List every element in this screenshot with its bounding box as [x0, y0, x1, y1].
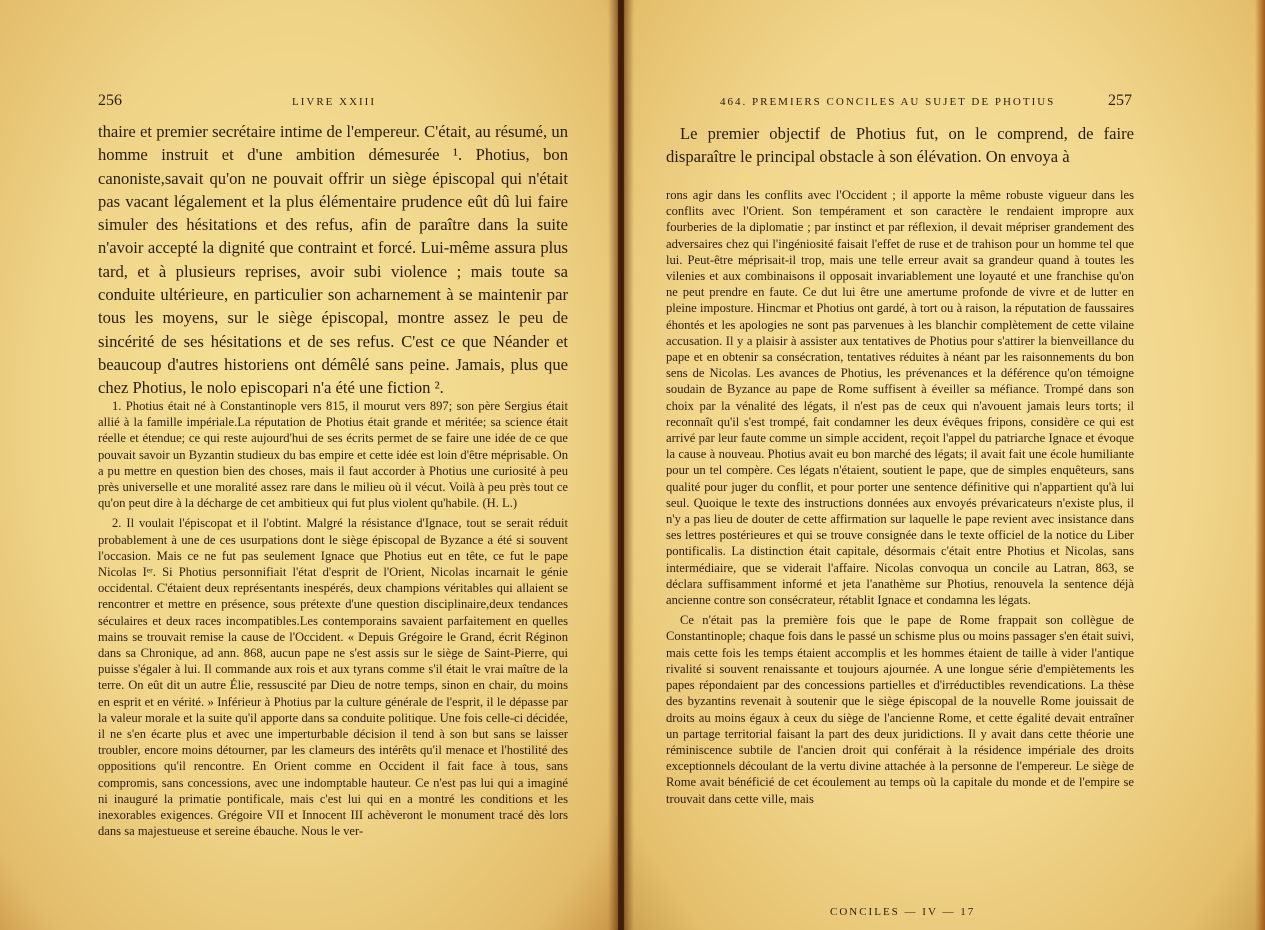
page-edge-shadow — [1255, 0, 1265, 930]
running-head-left: LIVRE XXIII — [292, 96, 377, 108]
main-text-right: Le premier objectif de Photius fut, on le comprend, de faire disparaître le principal obstacle à son élévation. On envoya à — [666, 124, 1134, 167]
footnotes-left — [98, 398, 568, 843]
left-page — [0, 0, 618, 930]
book-gutter — [608, 0, 634, 930]
footnote-paragraph-1: rons agir dans les conflits avec l'Occident ; il apporte la même robuste vigueur dans les conflits avec l'Orient. Son tempérament et son caractère le rendaient impropre aux fourberies de la diplomatie ; par instinct et par réflexion, il devait mépriser grandement des adversaires chez qui l'ingéniosité faisait l'effet de ruse et de trahison pour un homme tel que lui. Peut-être méprisait-il trop, mais une telle erreur avait sa grandeur quand à toutes les vilenies et aux combinaisons il opposait invariablement une loyauté et une franchise qu'on ne peut prendre en faute. Ce dut lui être une amertume profonde de vivre et de lutter en pleine imposture. Hincmar et Photius ont gardé, à tort ou à raison, la réputation de faussaires éhontés et les apologies ne sont pas parvenues à les blanchir complètement de cette vilaine accusation. Il y a plaisir à assister aux tentatives de Photius pour s'attirer la bienveillance du pape et en obtenir sa consécration, tentatives réduites à néant par les raisonnements du bon sens de Nicolas. Les avances de Photius, les prévenances et la déférence qu'on témoigne soudain de Byzance au pape de Rome suffisent à éveiller sa méfiance. Trompé dans son choix par la vénalité des légats, il n'est pas de ceux qui n'avouent jamais leurs torts; il reconnaît qu'il s'est trompé, fait condamner les deux évêques fripons, considère ce qui est arrivé par leur faute comme un simple accident, reçoit l'appel du patriarche Ignace et évoque la cause à nouveau. Photius avait eu bon marché des légats; il avait fait une école humiliante pour un tel compère. Ces légats n'étaient, soutient le pape, que de simples enquêteurs, sans qualité pour juger du conflit, et pour porter une sentence définitive qui n'appartient qu'à lui seul. Quoique le texte des instructions données aux envoyés prévaricateurs n'existe plus, il n'y a pas lieu de douter de cette affirmation sur laquelle le pape revient avec insistance dans ses lettres postérieures et qui se trouve consignée dans le texte officiel de la notice du Liber pontificalis. La distinction était capitale, désormais c'était entre Photius et Nicolas, sans intermédiaire, que se viderait l'affaire. Nicolas convoqua un concile au Latran, 863, se déclara suffisamment informé et jeta l'anathème sur Photius, renouvela la sentence déjà ancienne contre son consécrateur, rétablit Ignace et condamna les légats. — [666, 188, 1134, 608]
signature-mark: CONCILES — IV — 17 — [830, 906, 976, 918]
footnote-1: 1. Photius était né à Constantinople vers 815, il mourut vers 897; son père Sergius était allié à la famille impériale.La réputation de Photius était grande et méritée; sa science était réelle et étendue; ce qui reste aujourd'hui de ses écrits permet de se faire une idée de ce que pouvait savoir un Byzantin studieux du bas empire et cette idée est loin d'être méprisable. On a pu mettre en question bien des choses, mais il faut accorder à Photius une curiosité à peu près universelle et une moralité assez rare dans le milieu où il vécut. Voilà à peu près tout ce qu'on peut dire à la décharge de cet ambitieux qui fut plus violent qu'habile. (H. L.) — [98, 399, 568, 511]
right-page — [624, 0, 1265, 930]
page-number-right: 257 — [1108, 92, 1132, 109]
footnote-2: 2. Il voulait l'épiscopat et il l'obtint. Malgré la résistance d'Ignace, tout se serait réduit probablement à une de ces usurpations dont le siège épiscopal de Byzance a été si souvent l'occasion. Mais ce ne fut pas seulement Ignace que Photius eut en tête, ce fut le pape Nicolas Iᵉʳ. Si Photius personnifiait l'état d'esprit de l'Orient, Nicolas incarnait le génie occidental. C'étaient deux représentants inespérés, deux champions véritables qui allaient se rencontrer et mettre en présence, sous prétexte d'une question disciplinaire,deux tendances séculaires et deux races incompatibles.Les contemporains savaient parfaitement en quelles mains se trouvait remise la cause de l'Occident. « Depuis Grégoire le Grand, écrit Réginon dans sa Chronique, ad ann. 868, aucun pape ne s'est assis sur le siège de Saint-Pierre, qui puisse s'égaler à lui. Il commande aux rois et aux tyrans comme s'il était le vrai maître de la terre. On eût dit un autre Élie, ressuscité par Dieu de notre temps, sinon en chair, du moins en esprit et en vérité. » Inférieur à Photius par la culture générale de l'esprit, il le dépasse par la valeur morale et la suite qu'il apporte dans sa conduite politique. Une fois celle-ci décidée, il ne s'en écarte plus et avec une imperturbable décision il tend à son but sans se laisser troubler, encore moins détourner, par les clameurs des intérêts qu'il menace et l'hostilité des oppositions qu'il rencontre. En Orient comme en Occident il fait face à tous, sans compromis, sans concessions, avec une indomptable hauteur. Ce n'est pas lui qui a imaginé ni inauguré la primatie pontificale, mais c'est lui qui en a montré les conditions et les inexorables exigences. Grégoire VII et Innocent III achèveront le monument tracé dès lors dans sa majestueuse et sereine ébauche. Nous le ver- — [98, 516, 568, 839]
page-number-left: 256 — [98, 92, 122, 109]
footnote-paragraph-2: Ce n'était pas la première fois que le pape de Rome frappait son collègue de Constantinople; chaque fois dans le passé un schisme plus ou moins passager s'en était suivi, mais cette fois les temps étaient accomplis et les hommes étaient de taille à vider l'antique rivalité si souvent renaissante et toujours ajournée. A une longue série d'empiètements les papes répondaient par des concessions partielles et d'irréductibles revendications. La thèse des byzantins revenait à soutenir que le siège épiscopal de la nouvelle Rome jouissait de droits au moins égaux à ceux du siège de l'ancienne Rome, et cette égalité devait entraîner un partage territorial faisant la part des deux juridictions. Il y avait dans cette théorie une réminiscence subtile de l'ancien droit qui conférait à la résidence impériale des droits exceptionnels découlant de la vertu divine attachée à la personne de l'empereur. Le siège de Rome avait bénéficié de cet écoulement au temps où la capitale du monde et de l'empire se trouvait dans cette ville, mais — [666, 613, 1134, 806]
footnote-continuation-right — [666, 187, 1134, 811]
running-head-right: 464. PREMIERS CONCILES AU SUJET DE PHOTIUS — [720, 96, 1056, 108]
main-text-left: thaire et premier secrétaire intime de l'empereur. C'était, au résumé, un homme instruit et d'une ambition démesurée ¹. Photius, bon canoniste,savait qu'on ne pouvait offrir un siège épiscopal qui n'était pas vacant légalement et la plus élémentaire prudence eût dû lui faire simuler des hésitations et des refus, afin de paraître dans la suite n'avoir accepté la dignité que contraint et forcé. Lui-même assura plus tard, et à plusieurs reprises, avoir subi violence ; mais toute sa conduite ultérieure, en particulier son acharnement à se maintenir par tous les moyens, sur le siège épiscopal, montre assez le peu de sincérité de ses hésitations et de ses refus. C'est ce que Néander et beaucoup d'autres historiens ont démêlé sans peine. Jamais, plus que chez Photius, le nolo episcopari n'a été une fiction ². — [98, 122, 568, 398]
